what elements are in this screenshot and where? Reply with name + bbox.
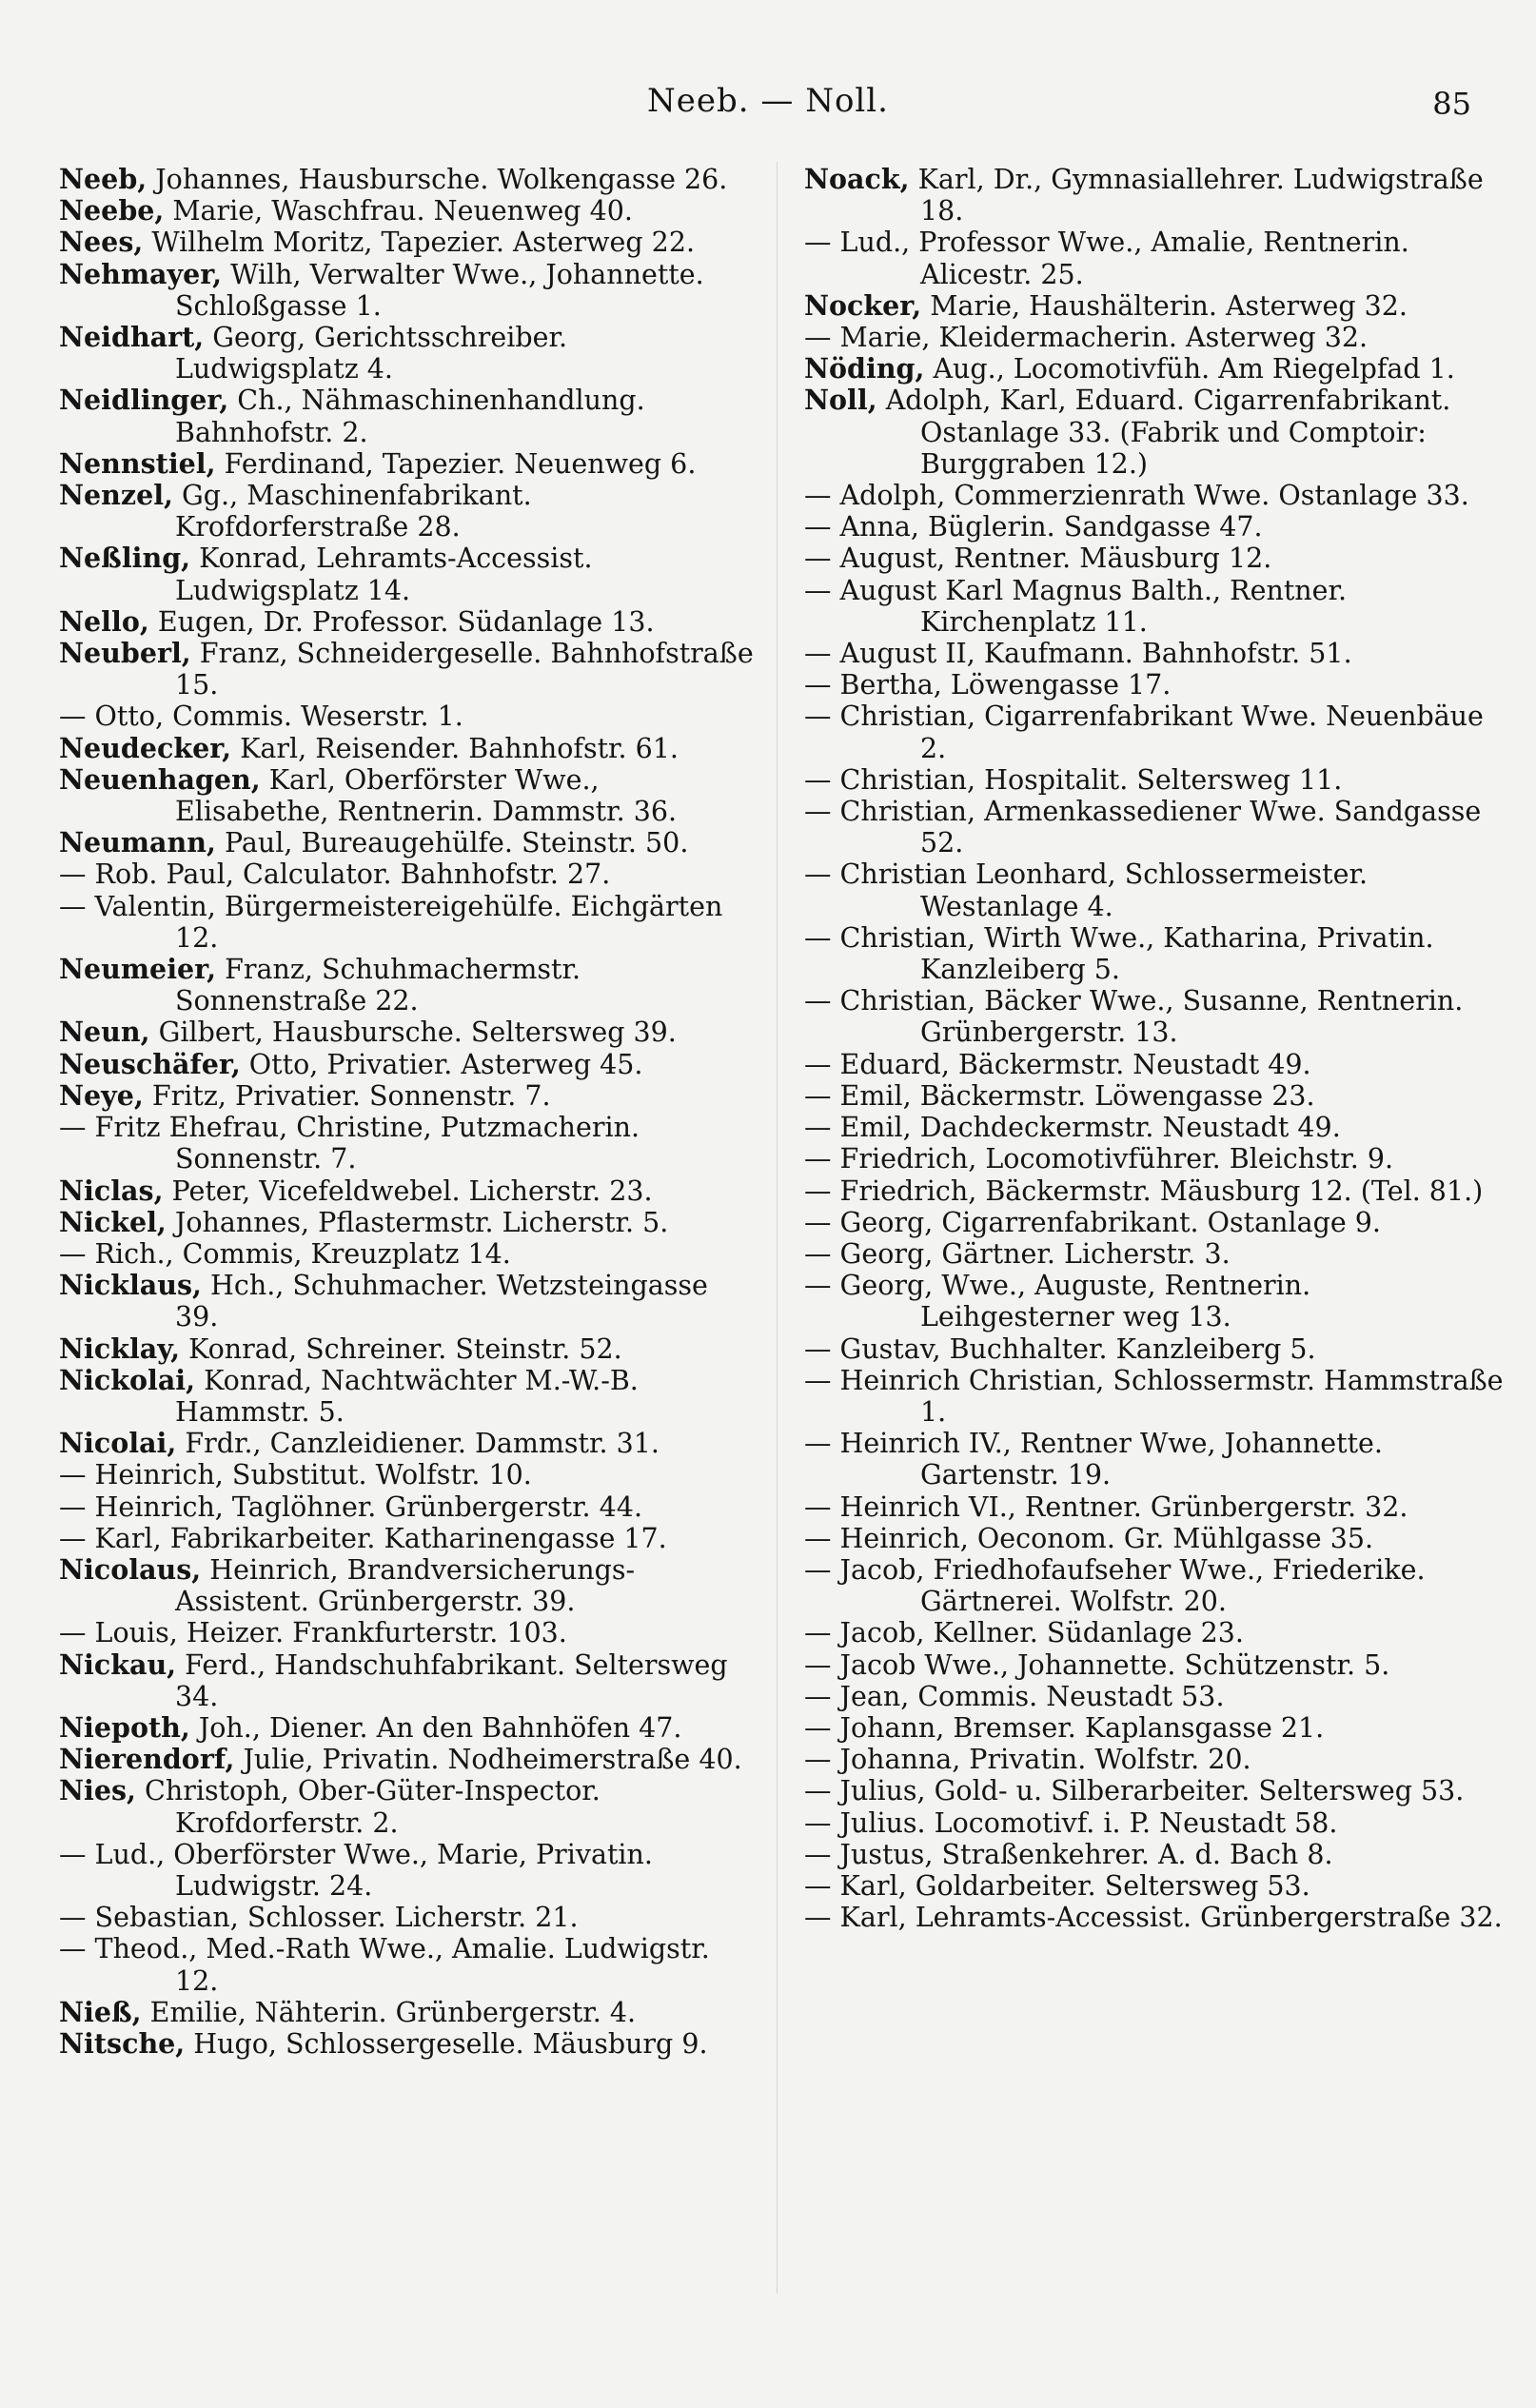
directory-entry — [59, 448, 758, 480]
directory-entry — [59, 1554, 758, 1617]
directory-entry — [804, 1523, 1504, 1554]
directory-entry — [59, 954, 758, 1016]
directory-entry — [59, 1712, 758, 1744]
directory-entry — [59, 164, 758, 195]
entry-details: Franz, Schuhmachermstr. Sonnenstraße 22. — [175, 954, 581, 1017]
directory-entry — [804, 322, 1504, 353]
entry-surname: — — [804, 1648, 832, 1681]
entry-details: Wilh, Verwalter Wwe., Johannette. Schloßgasse 1. — [175, 258, 704, 322]
directory-entry — [59, 1649, 758, 1712]
directory-entry — [804, 1207, 1504, 1238]
entry-details: Heinrich VI., Rentner. Grünbergerstr. 32. — [831, 1490, 1408, 1523]
directory-entry — [804, 227, 1504, 289]
entry-details: Louis, Heizer. Frankfurterstr. 103. — [86, 1617, 567, 1649]
directory-entry — [804, 922, 1504, 985]
entry-details: Marie, Kleidermacherin. Asterweg 32. — [831, 322, 1369, 354]
directory-entry — [59, 1775, 758, 1838]
entry-surname: — — [59, 1902, 87, 1934]
entry-details: Jacob Wwe., Johannette. Schützenstr. 5. — [831, 1648, 1390, 1681]
directory-entry — [804, 859, 1504, 921]
directory-entry — [804, 1744, 1504, 1775]
entry-surname: — — [804, 1332, 832, 1365]
entry-details: Fritz, Privatier. Sonnenstr. 7. — [143, 1079, 551, 1112]
directory-entry — [59, 1902, 758, 1933]
directory-entry — [59, 1933, 758, 1996]
entry-details: Christoph, Ober-Güter-Inspector. Krofdorferstr. 2. — [135, 1775, 601, 1839]
entry-surname: Noack, — [804, 163, 910, 195]
entry-surname: Nies, — [59, 1774, 136, 1807]
entry-details: Friedrich, Locomotivführer. Bleichstr. 9. — [831, 1143, 1394, 1175]
entry-details: Adolph, Karl, Eduard. Cigarrenfabrikant. Ostanlage 33. (Fabrik und Comptoir: Burggraben 12.) — [876, 385, 1451, 480]
directory-entry — [804, 290, 1504, 322]
column-gutter — [777, 162, 778, 2294]
entry-surname: Neun, — [59, 1016, 150, 1049]
entry-surname: Niclas, — [59, 1174, 164, 1207]
entry-surname: — — [804, 1711, 832, 1744]
entry-details: Frdr., Canzleidiener. Dammstr. 31. — [176, 1428, 660, 1460]
entry-surname: Neye, — [59, 1078, 144, 1112]
entry-details: Heinrich Christian, Schlossermstr. Hammstraße 1. — [831, 1364, 1504, 1428]
entry-surname: — — [804, 1553, 832, 1586]
entry-details: Anna, Büglerin. Sandgasse 47. — [831, 511, 1263, 543]
entry-details: Johannes, Hausbursche. Wolkengasse 26. — [147, 164, 728, 195]
entry-surname: — — [59, 859, 87, 891]
directory-entry — [804, 511, 1504, 543]
directory-entry — [59, 764, 758, 827]
directory-entry — [59, 480, 758, 543]
entry-details: Paul, Bureaugehülfe. Steinstr. 50. — [215, 827, 689, 859]
entry-details: Ferdinand, Tapezier. Neuenweg 6. — [215, 447, 697, 480]
directory-entry — [59, 638, 758, 701]
entry-surname: — — [804, 1048, 832, 1080]
entry-details: Christian, Armenkassediener Wwe. Sandgasse 52. — [831, 796, 1482, 859]
entry-surname: — — [804, 1143, 832, 1175]
entry-details: Ferd., Handschuhfabrikant. Seltersweg 34. — [175, 1648, 728, 1712]
entry-details: Karl, Lehramts-Accessist. Grünbergerstraße 32. — [831, 1902, 1503, 1934]
directory-entry — [804, 1080, 1504, 1112]
directory-entry — [59, 1744, 758, 1775]
entry-details: Peter, Vicefeldwebel. Licherstr. 23. — [163, 1174, 653, 1207]
directory-entry — [59, 1428, 758, 1459]
directory-entry — [59, 2028, 758, 2060]
entry-details: Konrad, Schreiner. Steinstr. 52. — [180, 1332, 622, 1365]
directory-entry — [804, 1333, 1504, 1365]
directory-entry — [59, 227, 758, 258]
entry-surname: Neßling, — [59, 542, 191, 575]
entry-surname: — — [804, 638, 832, 670]
entry-details: Emil, Bäckermstr. Löwengasse 23. — [831, 1079, 1315, 1112]
entry-surname: — — [59, 1522, 87, 1554]
entry-details: Christian, Hospitalit. Seltersweg 11. — [831, 763, 1343, 796]
entry-surname: — — [804, 1902, 832, 1934]
entry-details: Heinrich IV., Rentner Wwe, Johannette. Gartenstr. 19. — [831, 1428, 1383, 1491]
entry-details: Heinrich, Substitut. Wolfstr. 10. — [86, 1459, 532, 1491]
directory-entry — [59, 1365, 758, 1428]
entry-surname: — — [804, 1838, 832, 1870]
entry-surname: — — [804, 859, 832, 891]
page-number: 85 — [1432, 86, 1471, 122]
entry-surname: Nöding, — [804, 352, 925, 385]
left-column — [59, 164, 758, 2060]
directory-entry — [804, 353, 1504, 385]
entry-surname: Nickel, — [59, 1205, 167, 1238]
directory-entry — [804, 1491, 1504, 1523]
entry-surname: — — [804, 511, 832, 543]
entry-details: Johann, Bremser. Kaplansgasse 21. — [831, 1711, 1325, 1744]
entry-surname: Noll, — [804, 384, 877, 417]
entry-details: Lud., Oberförster Wwe., Marie, Privatin. Ludwigstr. 24. — [86, 1838, 653, 1902]
entry-surname: — — [804, 701, 832, 733]
entry-surname: Nicolai, — [59, 1427, 177, 1460]
entry-surname: — — [59, 1237, 87, 1270]
directory-entry — [59, 859, 758, 890]
entry-surname: Nieß, — [59, 1995, 142, 2028]
entry-details: Heinrich, Oeconom. Gr. Mühlgasse 35. — [831, 1522, 1374, 1554]
directory-entry — [59, 1839, 758, 1902]
entry-details: Julius, Gold- u. Silberarbeiter. Seltersweg 53. — [831, 1775, 1465, 1807]
directory-entry — [59, 1207, 758, 1238]
directory-entry — [59, 1016, 758, 1048]
directory-entry — [804, 543, 1504, 574]
directory-entry — [804, 1902, 1504, 1933]
entry-details: Marie, Waschfrau. Neuenweg 40. — [164, 195, 633, 227]
entry-details: Joh., Diener. An den Bahnhöfen 47. — [189, 1711, 682, 1744]
entry-surname: — — [804, 796, 832, 828]
entry-surname: Neuschäfer, — [59, 1047, 241, 1080]
running-title: Neeb. — Noll. — [647, 82, 889, 120]
entry-surname: Nierendorf, — [59, 1743, 235, 1776]
directory-entry — [804, 1270, 1504, 1332]
entry-details: Rich., Commis, Kreuzplatz 14. — [86, 1237, 511, 1270]
directory-entry — [804, 1175, 1504, 1207]
entry-details: Marie, Haushälterin. Asterweg 32. — [921, 289, 1408, 322]
entry-surname: — — [59, 1490, 87, 1523]
entry-details: Christian, Bäcker Wwe., Susanne, Rentnerin. Grünbergerstr. 13. — [831, 985, 1464, 1049]
directory-entry — [59, 891, 758, 954]
entry-surname: — — [59, 1459, 87, 1491]
entry-details: Wilhelm Moritz, Tapezier. Asterweg 22. — [143, 227, 696, 259]
directory-entry — [804, 1839, 1504, 1870]
entry-details: Karl, Fabrikarbeiter. Katharinengasse 17. — [86, 1522, 667, 1554]
directory-entry — [59, 385, 758, 447]
directory-entry — [804, 669, 1504, 701]
directory-entry — [59, 1617, 758, 1648]
entry-details: August Karl Magnus Balth., Rentner. Kirchenplatz 11. — [831, 574, 1348, 638]
entry-details: Theod., Med.-Rath Wwe., Amalie. Ludwigstr. 12. — [86, 1933, 710, 1997]
entry-details: Georg, Gerichtsschreiber. Ludwigsplatz 4. — [175, 322, 568, 385]
directory-entry — [59, 1333, 758, 1365]
entry-details: Emilie, Nähterin. Grünbergerstr. 4. — [141, 1996, 637, 2028]
entry-surname: — — [804, 1237, 832, 1270]
entry-details: Otto, Commis. Weserstr. 1. — [86, 701, 463, 733]
directory-entry — [59, 1491, 758, 1523]
entry-surname: — — [804, 1775, 832, 1807]
entry-surname: Nitsche, — [59, 2026, 186, 2060]
entry-surname: Niepoth, — [59, 1710, 190, 1744]
entry-details: Karl, Dr., Gymnasiallehrer. Ludwigstraße 18. — [909, 164, 1484, 227]
directory-entry — [804, 385, 1504, 480]
entry-details: Rob. Paul, Calculator. Bahnhofstr. 27. — [86, 859, 611, 891]
directory-entry — [804, 1649, 1504, 1681]
directory-entry — [59, 195, 758, 227]
entry-details: Fritz Ehefrau, Christine, Putzmacherin. Sonnenstr. 7. — [86, 1112, 640, 1175]
entry-surname: Nenzel, — [59, 479, 173, 512]
entry-surname: — — [804, 1112, 832, 1144]
directory-entry — [59, 606, 758, 638]
entry-details: Sebastian, Schlosser. Licherstr. 21. — [86, 1902, 579, 1934]
entry-details: Jacob, Kellner. Südanlage 23. — [831, 1617, 1244, 1649]
entry-surname: Nickolai, — [59, 1363, 196, 1396]
entry-surname: — — [804, 1617, 832, 1649]
directory-entry — [804, 1807, 1504, 1839]
entry-details: Franz, Schneidergeselle. Bahnhofstraße 15. — [175, 638, 754, 701]
directory-entry — [59, 1049, 758, 1080]
entry-surname: — — [804, 669, 832, 701]
directory-entry — [804, 1554, 1504, 1617]
entry-details: Jacob, Friedhofaufseher Wwe., Friederike. Gärtnerei. Wolfstr. 20. — [831, 1553, 1426, 1618]
entry-details: Gilbert, Hausbursche. Seltersweg 39. — [149, 1016, 677, 1049]
directory-entry — [804, 764, 1504, 796]
directory-entry — [59, 1997, 758, 2028]
entry-surname: — — [59, 890, 87, 922]
entry-surname: Neudecker, — [59, 731, 232, 764]
entry-details: Johannes, Pflastermstr. Licherstr. 5. — [166, 1206, 669, 1238]
directory-entry — [804, 1365, 1504, 1428]
directory-entry — [59, 259, 758, 322]
entry-surname: Nehmayer, — [59, 257, 223, 290]
entry-surname: Neeb, — [59, 163, 148, 195]
entry-details: Georg, Wwe., Auguste, Rentnerin. Leihgesterner weg 13. — [831, 1270, 1311, 1333]
entry-details: Bertha, Löwengasse 17. — [831, 669, 1172, 701]
entry-details: Konrad, Nachtwächter M.-W.-B. Hammstr. 5. — [175, 1364, 639, 1428]
entry-surname: — — [804, 763, 832, 796]
entry-details: Gg., Maschinenfabrikant. Krofdorferstraße 28. — [172, 480, 532, 543]
entry-surname: — — [59, 1112, 87, 1144]
directory-entry — [59, 827, 758, 859]
entry-details: Lud., Professor Wwe., Amalie, Rentnerin. Alicestr. 25. — [831, 227, 1409, 290]
entry-surname: — — [804, 1490, 832, 1523]
entry-details: Gustav, Buchhalter. Kanzleiberg 5. — [831, 1332, 1316, 1365]
directory-entry — [59, 1112, 758, 1174]
entry-surname: — — [804, 921, 832, 954]
entry-details: Eduard, Bäckermstr. Neustadt 49. — [831, 1048, 1311, 1080]
entry-details: Hch., Schuhmacher. Wetzsteingasse 39. — [175, 1270, 708, 1333]
entry-details: Friedrich, Bäckermstr. Mäusburg 12. (Tel. 81.) — [831, 1174, 1484, 1207]
right-column — [804, 164, 1504, 1933]
entry-details: Christian Leonhard, Schlossermeister. Westanlage 4. — [831, 859, 1369, 922]
entry-surname: Nicklay, — [59, 1332, 181, 1365]
directory-entry — [804, 1775, 1504, 1806]
entry-details: Georg, Gärtner. Licherstr. 3. — [831, 1237, 1231, 1270]
entry-details: Adolph, Commerzienrath Wwe. Ostanlage 33. — [831, 480, 1469, 512]
directory-entry — [804, 1049, 1504, 1080]
entry-details: Karl, Oberförster Wwe., Elisabethe, Rentnerin. Dammstr. 36. — [175, 763, 678, 828]
entry-surname: Nicklaus, — [59, 1269, 202, 1302]
entry-surname: — — [804, 1079, 832, 1112]
entry-surname: Neuberl, — [59, 637, 191, 670]
entry-surname: Neidhart, — [59, 321, 205, 354]
entry-surname: Neumann, — [59, 826, 216, 859]
entry-details: Karl, Reisender. Bahnhofstr. 61. — [231, 732, 679, 764]
entry-surname: Neebe, — [59, 194, 165, 227]
entry-surname: — — [804, 1522, 832, 1554]
entry-surname: — — [804, 1744, 832, 1776]
entry-details: Heinrich, Taglöhner. Grünbergerstr. 44. — [86, 1490, 643, 1523]
entry-surname: Neuenhagen, — [59, 762, 261, 796]
entry-details: Christian, Wirth Wwe., Katharina, Privatin. Kanzleiberg 5. — [831, 921, 1434, 986]
directory-entry — [59, 1459, 758, 1490]
entry-surname: — — [804, 574, 832, 606]
entry-details: Christian, Cigarrenfabrikant Wwe. Neuenbäue 2. — [831, 701, 1484, 764]
directory-entry — [59, 1270, 758, 1332]
entry-details: Karl, Goldarbeiter. Seltersweg 53. — [831, 1869, 1310, 1902]
directory-entry — [59, 322, 758, 385]
entry-surname: — — [804, 1206, 832, 1238]
entry-details: Justus, Straßenkehrer. A. d. Bach 8. — [831, 1838, 1333, 1870]
entry-details: Heinrich, Brandversicherungs-Assistent. Grünbergerstr. 39. — [175, 1553, 636, 1618]
entry-surname: Nello, — [59, 604, 149, 638]
entry-surname: — — [804, 1869, 832, 1902]
directory-entry — [804, 985, 1504, 1048]
directory-entry — [804, 1681, 1504, 1712]
entry-surname: — — [59, 701, 87, 733]
entry-details: August, Rentner. Mäusburg 12. — [831, 543, 1272, 575]
entry-details: Otto, Privatier. Asterweg 45. — [240, 1048, 643, 1080]
directory-entry — [804, 575, 1504, 638]
directory-entry — [804, 1870, 1504, 1902]
entry-surname: — — [804, 1364, 832, 1396]
entry-surname: — — [59, 1933, 87, 1965]
entry-details: Valentin, Bürgermeistereigehülfe. Eichgärten 12. — [86, 890, 723, 954]
directory-entry — [59, 1080, 758, 1112]
directory-entry — [804, 1617, 1504, 1648]
entry-details: Johanna, Privatin. Wolfstr. 20. — [831, 1744, 1251, 1776]
entry-details: Georg, Cigarrenfabrikant. Ostanlage 9. — [831, 1206, 1381, 1238]
entry-surname: Nicolaus, — [59, 1552, 202, 1586]
directory-entry — [59, 733, 758, 764]
entry-details: Julie, Privatin. Nodheimerstraße 40. — [234, 1744, 742, 1776]
entry-details: Ch., Nähmaschinenhandlung. Bahnhofstr. 2. — [175, 385, 645, 448]
entry-surname: — — [59, 1617, 87, 1649]
directory-entry — [804, 701, 1504, 763]
directory-entry — [59, 1175, 758, 1207]
directory-entry — [804, 796, 1504, 859]
entry-details: Eugen, Dr. Professor. Südanlage 13. — [148, 605, 655, 638]
entry-details: Hugo, Schlossergeselle. Mäusburg 9. — [185, 2027, 708, 2060]
entry-surname: — — [804, 1270, 832, 1302]
entry-surname: Neidlinger, — [59, 384, 229, 417]
directory-entry — [59, 701, 758, 732]
entry-surname: Nees, — [59, 226, 144, 259]
entry-surname: — — [804, 985, 832, 1017]
entry-surname: — — [59, 1838, 87, 1870]
entry-surname: Neumeier, — [59, 953, 217, 986]
entry-surname: — — [804, 1174, 832, 1207]
directory-entry — [804, 480, 1504, 511]
entry-surname: — — [804, 227, 832, 259]
entry-surname: — — [804, 543, 832, 575]
entry-surname: Nickau, — [59, 1648, 177, 1681]
directory-entry — [59, 1238, 758, 1270]
directory-entry — [804, 1428, 1504, 1490]
entry-surname: Nennstiel, — [59, 446, 216, 480]
entry-details: Aug., Locomotivfüh. Am Riegelpfad 1. — [924, 353, 1455, 385]
directory-entry — [804, 1238, 1504, 1270]
entry-surname: Nocker, — [804, 288, 922, 322]
page-header — [0, 82, 1536, 133]
directory-entry — [804, 1112, 1504, 1143]
entry-surname: — — [804, 1806, 832, 1839]
entry-details: Julius. Locomotivf. i. P. Neustadt 58. — [831, 1806, 1338, 1839]
directory-entry — [804, 164, 1504, 227]
directory-entry — [804, 1143, 1504, 1174]
entry-surname: — — [804, 1428, 832, 1460]
entry-details: Emil, Dachdeckermstr. Neustadt 49. — [831, 1112, 1341, 1144]
directory-entry — [804, 1712, 1504, 1744]
entry-details: August II, Kaufmann. Bahnhofstr. 51. — [831, 638, 1352, 670]
entry-surname: — — [804, 1680, 832, 1712]
entry-surname: — — [804, 322, 832, 354]
entry-details: Jean, Commis. Neustadt 53. — [831, 1680, 1225, 1712]
entry-surname: — — [804, 480, 832, 512]
directory-entry — [804, 638, 1504, 669]
directory-entry — [59, 543, 758, 605]
entry-details: Konrad, Lehramts-Accessist. Ludwigsplatz 14. — [175, 543, 593, 606]
directory-entry — [59, 1523, 758, 1554]
